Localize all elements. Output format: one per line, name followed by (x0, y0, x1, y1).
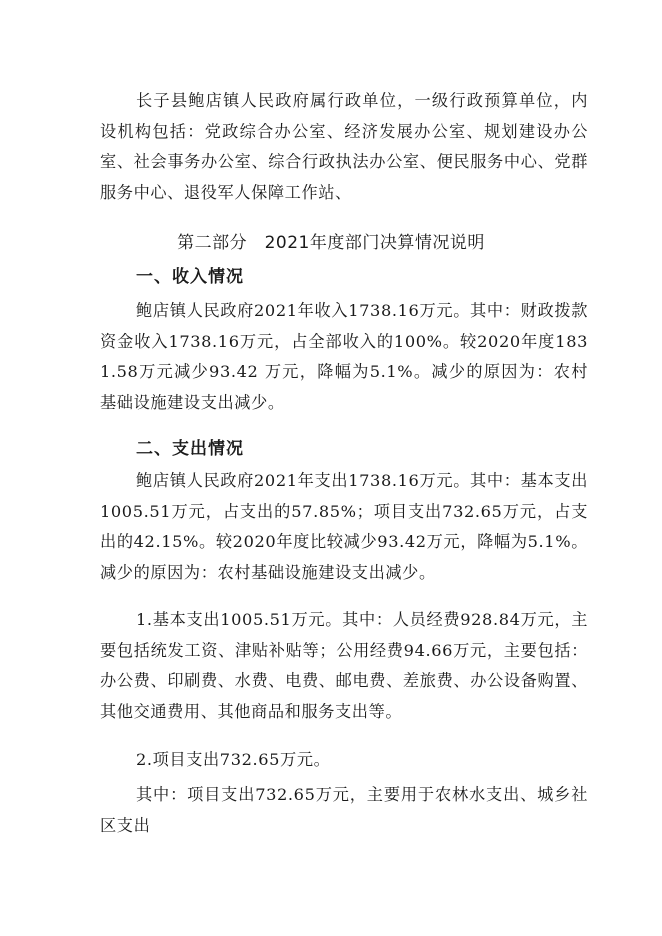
expense-heading: 二、支出情况 (136, 439, 244, 459)
intro-paragraph: 长子县鲍店镇人民政府属行政单位，一级行政预算单位，内设机构包括：党政综合办公室、经济发展办公室、规划建设办公室、社会事务办公室、综合行政执法办公室、便民服务中心、党群服务中心、退役军人保障工作站、 (100, 91, 588, 202)
basic-expense-paragraph: 1.基本支出1005.51万元。其中：人员经费928.84万元，主要包括统发工资、津贴补贴等；公用经费94.66万元，主要包括：办公费、印刷费、水费、电费、邮电费、差旅费、办公设备购置、其他交通费用、其他商品和服务支出等。 (100, 610, 588, 721)
part-title: 第二部分 2021年度部门决算情况说明 (177, 233, 485, 253)
income-paragraph: 鲍店镇人民政府2021年收入1738.16万元。其中：财政拨款资金收入1738.16万元，占全部收入的100%。较2020年度1831.58万元减少93.42 万元，降幅为5.1%。减少的原因为：农村基础设施建设支出减少。 (100, 301, 588, 412)
income-heading: 一、收入情况 (136, 267, 244, 287)
project-detail-paragraph: 其中：项目支出732.65万元，主要用于农林水支出、城乡社区支出 (100, 785, 588, 835)
project-expense-paragraph: 2.项目支出732.65万元。 (136, 750, 331, 769)
expense-paragraph: 鲍店镇人民政府2021年支出1738.16万元。其中：基本支出1005.51万元，占支出的57.85%；项目支出732.65万元，占支出的42.15%。较2020年度比较减少93.42万元，降幅为5.1%。减少的原因为：农村基础设施建设支出减少。 (100, 471, 588, 582)
